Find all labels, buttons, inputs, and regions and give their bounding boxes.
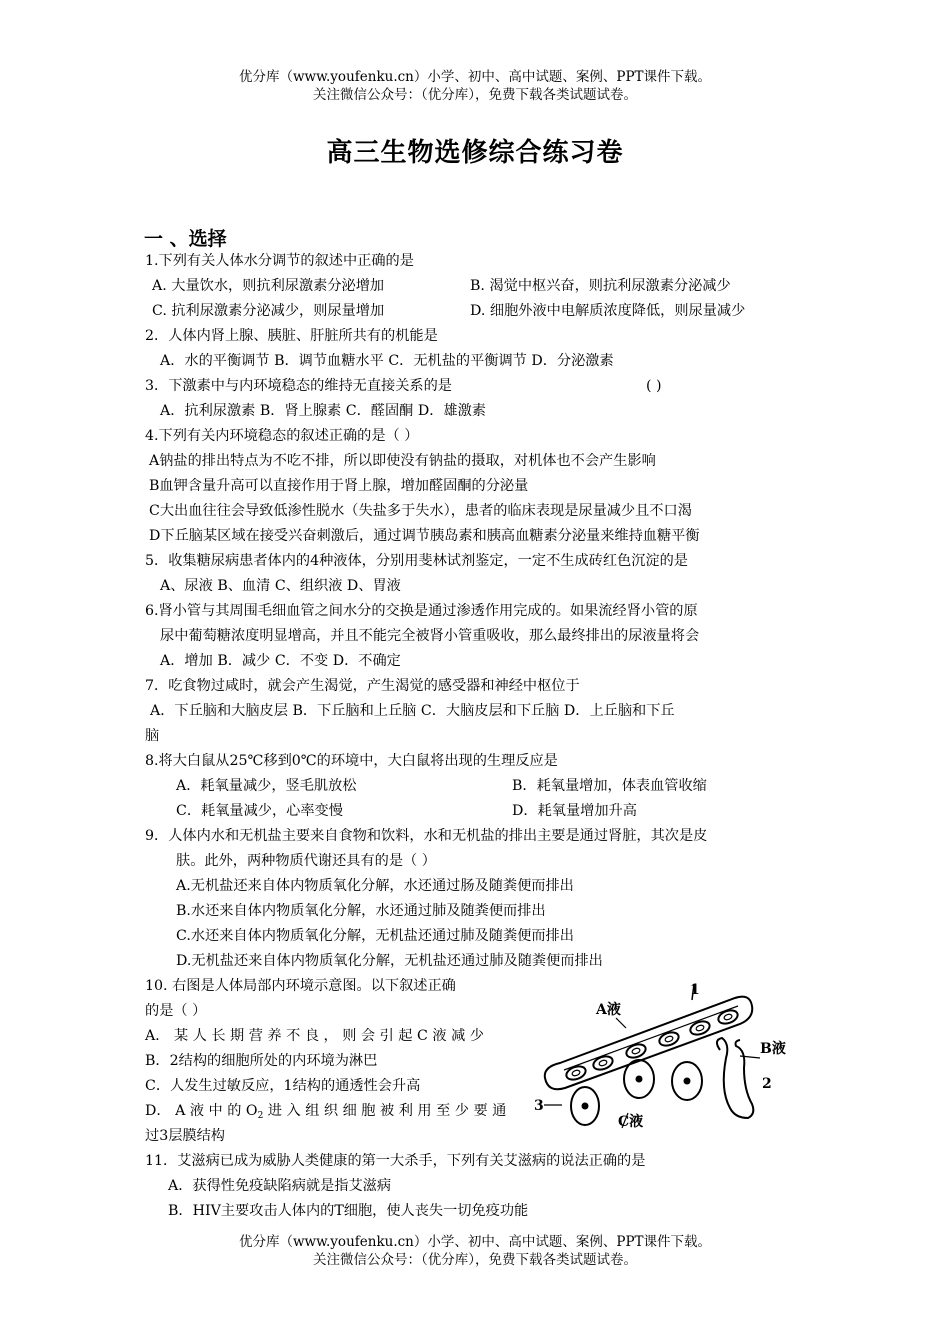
section-heading: 一 、选择 [144, 228, 227, 250]
label-structure-2: 2 [762, 1076, 772, 1092]
question-9: 9．人体内水和无机盐主要来自食物和饮料，水和无机盐的排出主要是通过肾脏，其次是皮 [145, 828, 708, 844]
options-row: A．增加 B．减少 C．不变 D．不确定 [160, 653, 401, 669]
option: C.水还来自体内物质氧化分解，无机盐还通过肺及随粪便而排出 [176, 928, 574, 944]
question-10-cont: 的是（ ） [145, 1003, 207, 1019]
option: C．人发生过敏反应，1结构的通透性会升高 [145, 1078, 421, 1094]
label-structure-1: 1 [690, 982, 700, 998]
option: D下丘脑某区域在接受兴奋刺激后，通过调节胰岛素和胰高血糖素分泌量来维持血糖平衡 [149, 528, 700, 544]
option: B．HIV主要攻击人体内的T细胞，使人丧失一切免疫功能 [168, 1203, 529, 1219]
question-6: 6.肾小管与其周围毛细血管之间水分的交换是通过渗透作用完成的。如果流经肾小管的原 [145, 603, 698, 619]
question-6-cont: 尿中葡萄糖浓度明显增高，并且不能完全被肾小管重吸收，那么最终排出的尿液量将会 [160, 628, 700, 644]
option: C．耗氧量减少，心率变慢 [176, 803, 343, 819]
option: D.无机盐还来自体内物质氧化分解，无机盐还通过肺及随粪便而排出 [176, 953, 603, 969]
question-10: 10. 右图是人体局部内环境示意图。以下叙述正确 [145, 978, 456, 994]
question-5: 5．收集糖尿病患者体内的4种液体，分别用斐林试剂鉴定，一定不生成砖红色沉淀的是 [145, 553, 688, 569]
option [145, 1101, 506, 1126]
label-c-fluid: C液 [618, 1114, 644, 1130]
footer-line-1: 优分库（www.youfenku.cn）小学、初中、高中试题、案例、PPT课件下载。 [238, 1234, 712, 1250]
options-row: A．下丘脑和大脑皮层 B．下丘脑和上丘脑 C．大脑皮层和下丘脑 D．上丘脑和下丘 [150, 703, 675, 719]
header-line-1: 优分库（www.youfenku.cn）小学、初中、高中试题、案例、PPT课件下载。 [238, 69, 712, 85]
page-title: 高三生物选修综合练习卷 [326, 138, 624, 168]
option: A．获得性免疫缺陷病就是指艾滋病 [168, 1178, 392, 1194]
question-7: 7．吃食物过咸时，就会产生渴觉，产生渴觉的感受器和神经中枢位于 [145, 678, 580, 694]
label-b-fluid: B液 [760, 1041, 786, 1057]
label-structure-3: 3 [534, 1098, 544, 1114]
options-row: A．水的平衡调节 B．调节血糖水平 C．无机盐的平衡调节 D．分泌激素 [160, 353, 614, 369]
option: B. 渴觉中枢兴奋，则抗利尿激素分泌减少 [470, 278, 731, 294]
option: A．耗氧量减少，竖毛肌放松 [176, 778, 357, 794]
question-3: 3．下激素中与内环境稳态的维持无直接关系的是 [145, 378, 452, 394]
option: A． 某 人 长 期 营 养 不 良 ， 则 会 引 起 C 液 减 少 [145, 1028, 484, 1044]
question-11: 11．艾滋病已成为威胁人类健康的第一大杀手，下列有关艾滋病的说法正确的是 [145, 1153, 646, 1169]
question-4: 4.下列有关内环境稳态的叙述正确的是（ ） [145, 428, 419, 444]
option: B．耗氧量增加，体表血管收缩 [512, 778, 707, 794]
cell-nucleus [684, 1078, 691, 1085]
cell-nucleus [582, 1103, 589, 1110]
lymph-vessel [717, 1038, 753, 1118]
subscript: 2 [257, 1111, 264, 1121]
option-text: 进 入 组 织 细 胞 被 利 用 至 少 要 通 [263, 1103, 507, 1119]
internal-environment-diagram [530, 978, 810, 1138]
options-row: A、尿液 B、血清 C、组织液 D、胃液 [160, 578, 401, 594]
option: C. 抗利尿激素分泌减少，则尿量增加 [152, 303, 385, 319]
option: D. 细胞外液中电解质浓度降低，则尿量减少 [470, 303, 746, 319]
label-a-fluid: A液 [596, 1002, 621, 1018]
question-9-cont: 肤。此外，两种物质代谢还具有的是（ ） [176, 853, 436, 869]
capillary-inner-line [564, 1006, 738, 1070]
header-line-2: 关注微信公众号：（优分库），免费下载各类试题试卷。 [313, 87, 637, 103]
question-1: 1.下列有关人体水分调节的叙述中正确的是 [145, 253, 414, 269]
option: A.无机盐还来自体内物质氧化分解，水还通过肠及随粪便而排出 [176, 878, 574, 894]
option: B血钾含量升高可以直接作用于肾上腺，增加醛固酮的分泌量 [149, 478, 529, 494]
option: D．耗氧量增加升高 [512, 803, 637, 819]
question-8: 8.将大白鼠从25℃移到0℃的环境中，大白鼠将出现的生理反应是 [145, 753, 558, 769]
options-row: A．抗利尿激素 B．肾上腺素 C．醛固酮 D．雄激素 [160, 403, 486, 419]
option: B.水还来自体内物质氧化分解，水还通过肺及随粪便而排出 [176, 903, 546, 919]
option-cont: 过3层膜结构 [145, 1128, 225, 1144]
answer-paren: ( ) [646, 378, 662, 394]
cell-nucleus [636, 1076, 643, 1083]
option: A钠盐的排出特点为不吃不排，所以即使没有钠盐的摄取，对机体也不会产生影响 [149, 453, 656, 469]
footer-line-2: 关注微信公众号：（优分库），免费下载各类试题试卷。 [313, 1252, 637, 1268]
option: B．2结构的细胞所处的内环境为淋巴 [145, 1053, 378, 1069]
question-2: 2．人体内肾上腺、胰脏、肝脏所共有的机能是 [145, 328, 438, 344]
option-text: D． A 液 中 的 O [145, 1103, 258, 1119]
option: C大出血往往会导致低渗性脱水（失盐多于失水），患者的临床表现是尿量减少且不口渴 [149, 503, 692, 519]
option: A. 大量饮水，则抗利尿激素分泌增加 [152, 278, 385, 294]
options-row-cont: 脑 [145, 728, 160, 744]
